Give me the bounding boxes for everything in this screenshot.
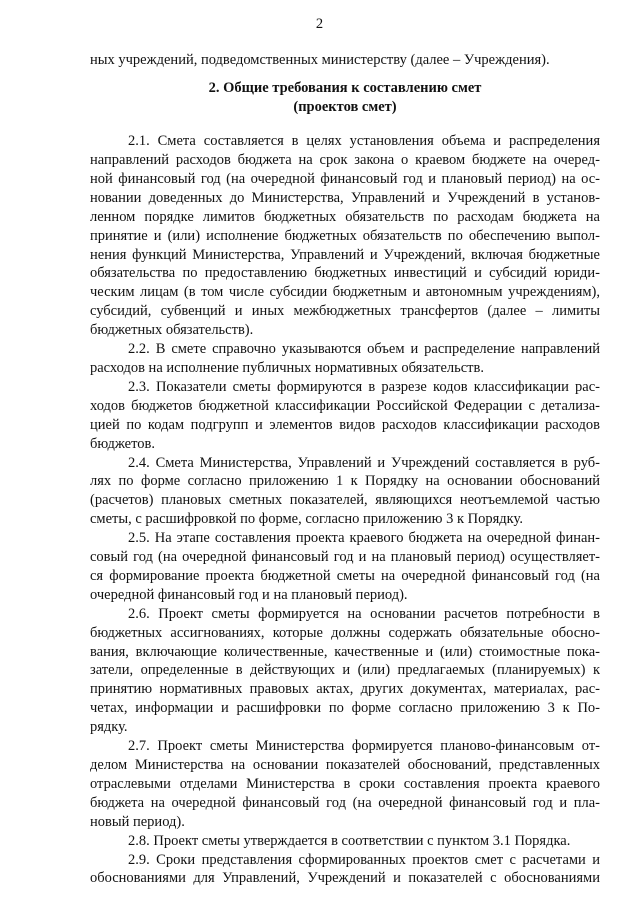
- text-line: совый год (на очередной финансовый год и на плановый период) осуществляет-: [90, 549, 600, 566]
- paragraph-2-4: [90, 454, 600, 530]
- text-line: 2.2. В смете справочно указываются объем и распределение направлений: [128, 341, 600, 358]
- text-line: сметы, с расшифровкой по форме, согласно приложению 3 к Порядку.: [90, 511, 523, 528]
- text-line: бюджетов.: [90, 435, 155, 452]
- page-number: 2: [315, 16, 324, 32]
- paragraph-2-8: [90, 832, 600, 851]
- text-line: ной финансовый год (на очередной финансовый год и плановый период) на ос-: [90, 170, 600, 187]
- text-line: бюджетных ассигнованиях, которые должны содержать обязательные обосно-: [90, 624, 600, 641]
- text-line: субсидий, субвенций и иных межбюджетных трансфертов (далее – лимиты: [90, 303, 600, 320]
- text-line: очередной финансовый год и на плановый период).: [90, 586, 408, 603]
- paragraph-2-1: [90, 132, 600, 340]
- text-line: четах, информации и расшифровки по форме согласно приложению 3 к По-: [90, 700, 600, 717]
- paragraph-2-7: [90, 737, 600, 832]
- text-line: 2.3. Показатели сметы формируются в разрезе кодов классификации рас-: [128, 378, 600, 395]
- text-line: принятие и (или) исполнение бюджетных обязательств по обеспечению выпол-: [90, 227, 600, 244]
- text-line: 2.6. Проект сметы формируется на основании расчетов потребности в: [128, 605, 600, 622]
- text-line: ленном порядке лимитов бюджетных обязательств по расходам бюджета на: [90, 208, 600, 225]
- text-line: ходов бюджетов бюджетной классификации Российской Федерации с детализа-: [90, 397, 600, 414]
- text-line: направлений расходов бюджета на срок закона о краевом бюджете на очеред-: [90, 152, 600, 168]
- text-line: бюджета на очередной финансовый год (на очередной финансовый год и пла-: [90, 794, 600, 811]
- text-line: делом Министерства на основании показателей обоснований, представленных: [90, 757, 600, 773]
- text-line: 2.1. Смета составляется в целях установления объема и распределения: [128, 133, 600, 150]
- paragraph-2-6: [90, 605, 600, 737]
- paragraph-2-9: [90, 851, 600, 889]
- section-heading: [90, 79, 600, 116]
- text-line: вания, включающие количественные, качественные и (или) стоимостные пока-: [90, 643, 600, 660]
- text-line: лях по форме согласно приложению 1 к Порядку на основании обоснований: [90, 473, 600, 490]
- text-line: рядку.: [90, 719, 128, 736]
- document-body: [90, 51, 600, 888]
- text-line: бюджетных обязательств).: [90, 322, 254, 339]
- text-line: расходов на исполнение публичных нормативных обязательств.: [90, 359, 484, 376]
- text-line: нения функций Министерства, Управлений и Учреждений, включая бюджетные: [90, 246, 600, 263]
- text-line: ческим лицам (в том числе субсидии бюджетным и автономным учреждениям),: [90, 284, 600, 301]
- text-line: (расчетов) плановых сметных показателей, являющихся неотъемлемой частью: [90, 492, 600, 509]
- text-line: принятию нормативных правовых актах, других документах, материалах, рас-: [90, 681, 600, 698]
- text-line: затели, определенные в действующих и (или) предлагаемых (планируемых) к: [90, 662, 600, 679]
- text-line: новании доведенных до Министерства, Управлений и Учреждений в установ-: [90, 189, 600, 206]
- paragraph-2-2: [90, 340, 600, 378]
- text-line: новый период).: [90, 813, 185, 830]
- heading-line: (проектов смет): [293, 98, 397, 115]
- paragraph-2-3: [90, 378, 600, 454]
- text-line: 2.5. На этапе составления проекта краевого бюджета на очередной финан-: [128, 530, 600, 547]
- heading-line: 2. Общие требования к составлению смет: [208, 79, 482, 96]
- text-line: отраслевыми отделами Министерства в сроки составления проекта краевого: [90, 775, 600, 792]
- text-line: ся формирование проекта бюджетной сметы на очередной финансовый год (на: [90, 567, 600, 584]
- text-line: 2.7. Проект сметы Министерства формируется планово-финансовым от-: [128, 738, 600, 755]
- text-line: обоснованиями для Управлений, Учреждений и показателей с обоснованиями: [90, 870, 600, 887]
- text-line: 2.4. Смета Министерства, Управлений и Учреждений составляется в руб-: [128, 454, 600, 471]
- paragraph-2-5: [90, 529, 600, 605]
- text-line: 2.8. Проект сметы утверждается в соответствии с пунктом 3.1 Порядка.: [128, 832, 571, 849]
- text-line: цией по кодам подгрупп и элементов видов расходов классификации расходов: [90, 416, 600, 433]
- text-line: ных учреждений, подведомственных министерству (далее – Учреждения).: [90, 52, 550, 68]
- text-line: обязательства по предоставлению бюджетных инвестиций и субсидий юриди-: [90, 265, 600, 282]
- text-line: 2.9. Сроки представления сформированных проектов смет с расчетами и: [128, 851, 600, 868]
